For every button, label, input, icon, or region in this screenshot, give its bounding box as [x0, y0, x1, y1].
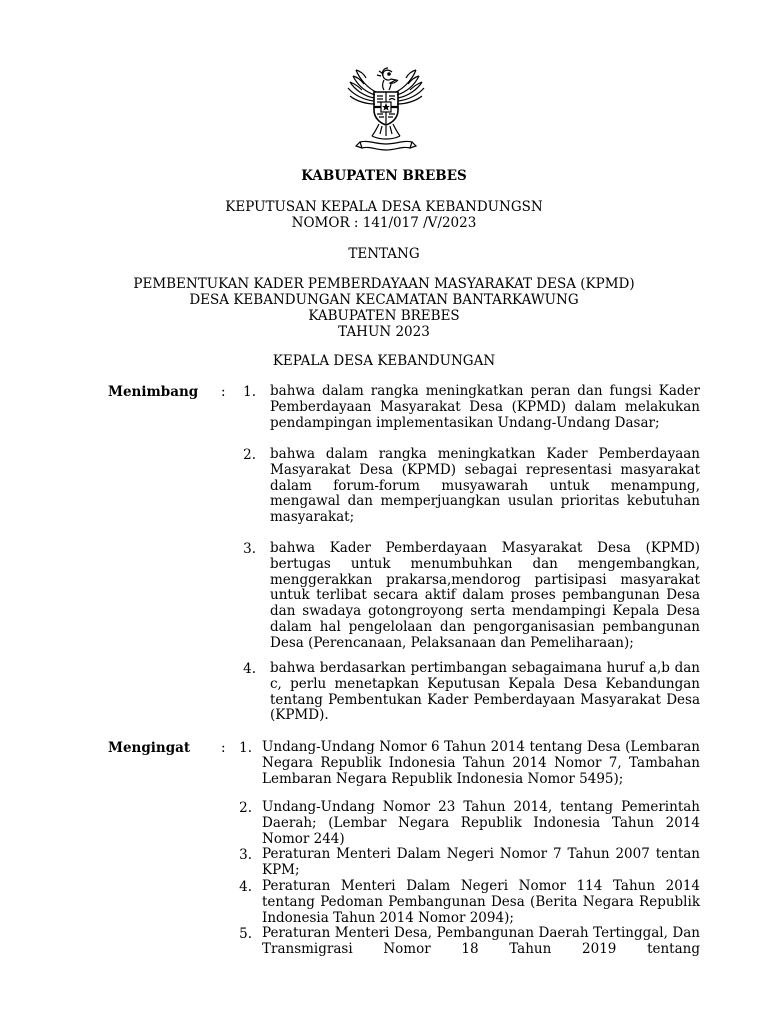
mengingat-item-number: 4. [239, 879, 252, 895]
mengingat-item-number: 2. [239, 800, 252, 816]
mengingat-colon: : [221, 740, 226, 756]
decree-title: KEPUTUSAN KEPALA DESA KEBANDUNGSN [225, 199, 543, 215]
mengingat-label: Mengingat [108, 740, 191, 756]
subject-line-3: KABUPATEN BREBES [308, 308, 460, 324]
mengingat-item-text: Peraturan Menteri Dalam Negeri Nomor 7 Tahun 2007 tentan KPM; [262, 846, 700, 878]
menimbang-colon: : [221, 384, 226, 400]
subject-line-4: TAHUN 2023 [338, 324, 430, 340]
mengingat-item-number: 5. [239, 926, 252, 942]
menimbang-item-text: bahwa berdasarkan pertimbangan sebagaimana huruf a,b dan c, perlu menetapkan Keputusan Kepala Desa Kebandungan tentang Pembentukan Kader Pemberdayaan Masyarakat Desa (KPMD). [270, 660, 700, 724]
mengingat-item-text: Undang-Undang Nomor 23 Tahun 2014, tentang Pemerintah Daerah; (Lembar Negara Republik Indonesia Tahun 2014 Nomor 244) [262, 799, 700, 847]
menimbang-item-number: 2. [243, 447, 256, 463]
menimbang-item-number: 1. [243, 384, 256, 400]
subject-line-2: DESA KEBANDUNGAN KECAMATAN BANTARKAWUNG [189, 292, 579, 308]
mengingat-item-text: Peraturan Menteri Dalam Negeri Nomor 114 Tahun 2014 tentang Pedoman Pembangunan Desa (Berita Negara Republik Indonesia Tahun 2014 Nomor 2094); [262, 878, 700, 926]
issuer-heading: KEPALA DESA KEBANDUNGAN [272, 353, 496, 369]
subject-line-1: PEMBENTUKAN KADER PEMBERDAYAAN MASYARAKAT DESA (KPMD) [133, 276, 635, 292]
garuda-emblem [346, 62, 426, 154]
mengingat-item-number: 3. [239, 847, 252, 863]
menimbang-item-text: bahwa dalam rangka meningkatkan Kader Pemberdayaan Masyarakat Desa (KPMD) sebagai representasi masyarakat dalam forum-forum musyawarah untuk menampung, mengawal dan memperjuangkan usulan prioritas kebutuhan masyarakat; [270, 446, 700, 526]
about-heading: TENTANG [348, 246, 420, 262]
mengingat-item-text: Peraturan Menteri Desa, Pembangunan Daerah Tertinggal, Dan Transmigrasi Nomor 18 Tahun 2019 tentang [262, 925, 700, 957]
menimbang-item-text: bahwa dalam rangka meningkatkan peran dan fungsi Kader Pemberdayaan Masyarakat Desa (KPMD) dalam melakukan pendampingan implementasikan Undang-Undang Dasar; [270, 383, 700, 431]
mengingat-item-text: Undang-Undang Nomor 6 Tahun 2014 tentang Desa (Lembaran Negara Republik Indonesia Tahun 2014 Nomor 7, Tambahan Lembaran Negara Republik Indonesia Nomor 5495); [262, 739, 700, 787]
menimbang-item-number: 4. [243, 661, 256, 677]
menimbang-item-number: 3. [243, 541, 256, 557]
decree-number: NOMOR : 141/017 /V/2023 [291, 215, 477, 231]
menimbang-item-text: bahwa Kader Pemberdayaan Masyarakat Desa (KPMD) bertugas untuk menumbuhkan dan mengembangkan, menggerakkan prakarsa,mendorog partisipasi masyarakat untuk terlibat secara aktif dalam proses pembangunan Desa dan swadaya gotongroyong serta mendampingi Kepala Desa dalam hal pengelolaan dan pengorganisasian pembangunan Desa (Perencanaan, Pelaksanaan dan Pemeliharaan); [270, 540, 700, 651]
mengingat-item-number: 1. [239, 740, 252, 756]
regency-heading: KABUPATEN BREBES [301, 168, 467, 184]
menimbang-label: Menimbang [108, 384, 199, 400]
